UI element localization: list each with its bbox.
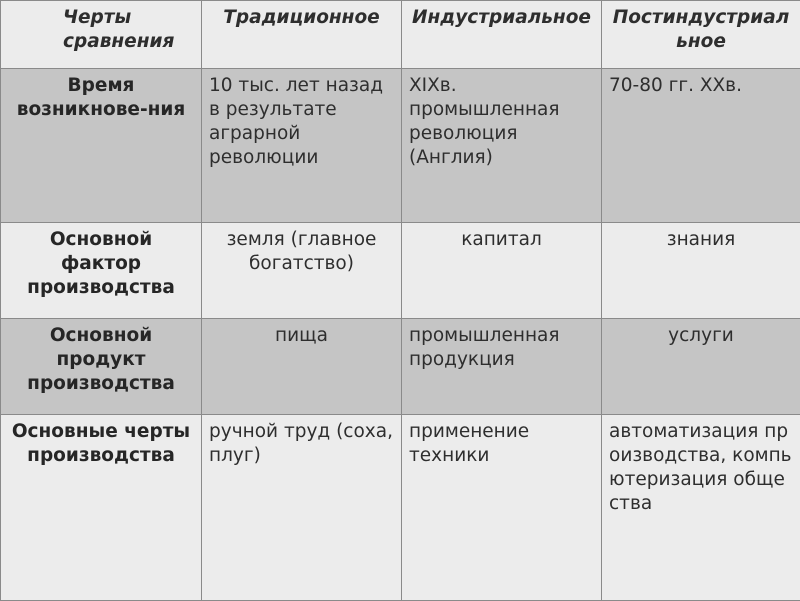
row-label: Время возникнове-ния xyxy=(1,69,202,223)
cell-industrial: промышленная продукция xyxy=(402,319,602,415)
table-header-row xyxy=(1,1,800,69)
cell-industrial: применение техники xyxy=(402,415,602,601)
cell-traditional: земля (главное богатство) xyxy=(202,223,402,319)
header-traditional: Традиционное xyxy=(202,1,402,69)
cell-postindustrial: знания xyxy=(602,223,800,319)
row-label: Основные черты производства xyxy=(1,415,202,601)
cell-industrial: XIXв. промышленная революция (Англия) xyxy=(402,69,602,223)
cell-postindustrial: автоматизация производства, компьютеризация общества xyxy=(602,415,800,601)
cell-postindustrial: 70-80 гг. XXв. xyxy=(602,69,800,223)
header-industrial: Индустриальное xyxy=(402,1,602,69)
cell-traditional: пища xyxy=(202,319,402,415)
table-row xyxy=(1,415,800,601)
cell-traditional: 10 тыс. лет назад в результате аграрной революции xyxy=(202,69,402,223)
cell-industrial: капитал xyxy=(402,223,602,319)
cell-traditional: ручной труд (соха, плуг) xyxy=(202,415,402,601)
row-label: Основной продукт производства xyxy=(1,319,202,415)
table-row xyxy=(1,319,800,415)
table-row xyxy=(1,223,800,319)
header-criteria: Черты сравнения xyxy=(1,1,202,69)
cell-postindustrial: услуги xyxy=(602,319,800,415)
header-postindustrial: Постиндустриальное xyxy=(602,1,800,69)
row-label: Основной фактор производства xyxy=(1,223,202,319)
table-row xyxy=(1,69,800,223)
